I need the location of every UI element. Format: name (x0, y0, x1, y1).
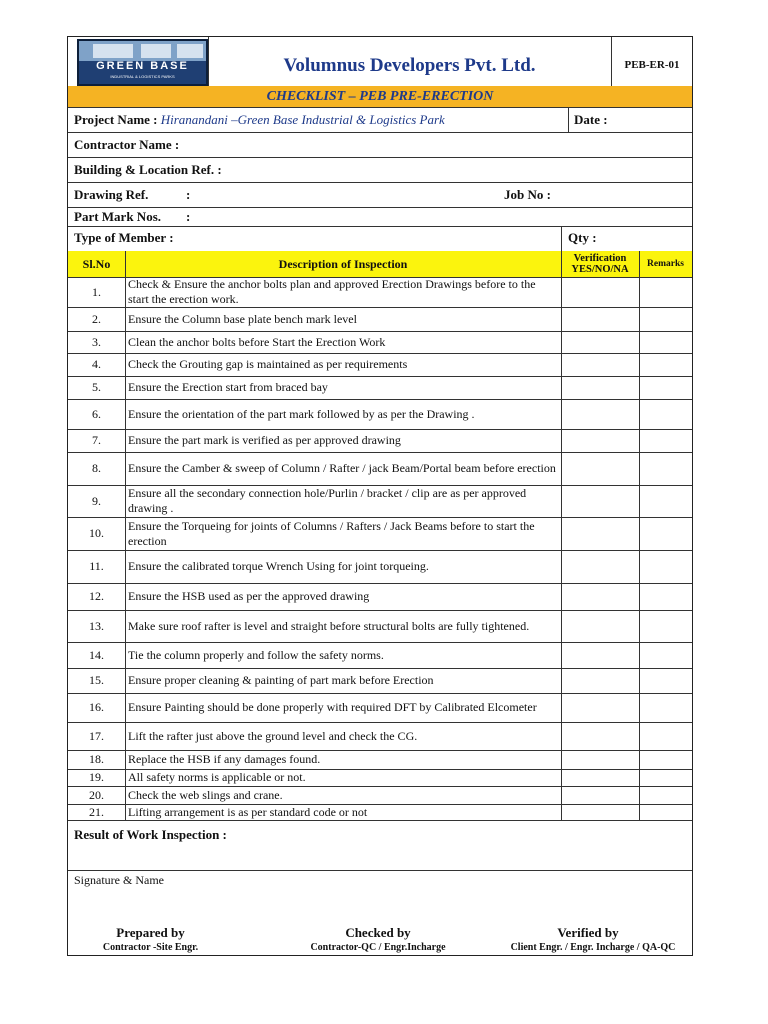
inspection-item: Ensure Painting should be done properly with required DFT by Calibrated Elcometer (128, 700, 537, 714)
row-number: 11. (89, 559, 104, 573)
member-type-label: Type of Member : (74, 230, 174, 245)
project-name-label: Project Name : (74, 112, 158, 127)
row-number: 4. (92, 357, 101, 371)
row-number: 2. (92, 311, 101, 326)
inspection-item: Ensure the Camber & sweep of Column / Rafter / jack Beam/Portal beam before erection (128, 461, 556, 475)
project-name-value: Hiranandani –Green Base Industrial & Logistics Park (160, 112, 445, 127)
row-number: 8. (92, 461, 101, 475)
inspection-item: Ensure the part mark is verified as per approved drawing (128, 433, 401, 447)
company-name: Volumnus Developers Pvt. Ltd. (283, 55, 536, 76)
inspection-item: Check the Grouting gap is maintained as per requirements (128, 357, 408, 371)
inspection-item: Ensure the Erection start from braced bay (128, 380, 328, 394)
row-number: 15. (89, 673, 104, 687)
result-label: Result of Work Inspection : (74, 827, 227, 842)
inspection-item: Ensure proper cleaning & painting of part mark before Erection (128, 673, 434, 687)
row-number: 19. (89, 770, 104, 784)
building-location-label: Building & Location Ref. : (74, 162, 222, 177)
inspection-item: Check the web slings and crane. (128, 787, 283, 802)
row-number: 17. (89, 728, 104, 743)
part-mark-colon: : (186, 209, 191, 224)
inspection-item: Ensure the orientation of the part mark followed by as per the Drawing . (128, 406, 475, 421)
row-number: 21. (89, 804, 104, 819)
row-number: 13. (89, 618, 104, 633)
col-remarks: Remarks (647, 258, 684, 269)
contractor-name-label: Contractor Name : (74, 137, 180, 152)
green-base-logo (77, 39, 208, 86)
row-number: 16. (89, 700, 104, 714)
inspection-item: Check & Ensure the anchor bolts plan and approved Erection Drawings before to the start the erection work. (128, 277, 536, 306)
part-mark-label: Part Mark Nos. (74, 209, 162, 224)
col-verification (561, 251, 639, 277)
row-number: 7. (92, 433, 101, 447)
col-slno: Sl.No (82, 256, 111, 271)
checked-by-title: Checked by (345, 925, 411, 940)
inspection-item: Lift the rafter just above the ground level and check the CG. (128, 728, 418, 743)
inspection-item: Ensure the Column base plate bench mark level (128, 311, 357, 326)
qty-label: Qty : (568, 230, 597, 245)
project-name-field (74, 112, 445, 128)
checked-by-role: Contractor-QC / Engr.Incharge (310, 942, 446, 953)
row-divider (68, 820, 692, 821)
row-number: 5. (92, 380, 101, 394)
row-number: 12. (89, 589, 104, 603)
row-number: 18. (89, 752, 104, 766)
row-number: 9. (92, 493, 101, 508)
job-no-label: Job No : (504, 187, 551, 202)
col-verification-line1: Verification (573, 253, 627, 264)
prepared-by-role: Contractor -Site Engr. (102, 942, 199, 953)
form-code: PEB-ER-01 (624, 59, 680, 71)
inspection-item: Ensure the Torqueing for joints of Columns / Rafters / Jack Beams before to start the erection (128, 518, 535, 548)
signature-label: Signature & Name (74, 873, 164, 887)
inspection-item: Replace the HSB if any damages found. (128, 752, 321, 766)
inspection-item: Tie the column properly and follow the safety norms. (128, 647, 384, 662)
logo-brand-text: GREEN BASE (96, 60, 189, 72)
col-verification-line2: YES/NO/NA (571, 264, 629, 275)
checklist-title: CHECKLIST – PEB PRE-ERECTION (68, 86, 692, 107)
inspection-item: Make sure roof rafter is level and straight before structural bolts are fully tightened. (128, 618, 530, 633)
col-description: Description of Inspection (278, 256, 408, 271)
inspection-item: Ensure the HSB used as per the approved drawing (128, 589, 370, 603)
checklist-form (67, 36, 693, 956)
drawing-ref-label: Drawing Ref. (74, 187, 149, 202)
inspection-item: Ensure the calibrated torque Wrench Using for joint torqueing. (128, 559, 429, 573)
inspection-item: Ensure all the secondary connection hole/Purlin / bracket / clip are as per approved drawing . (128, 486, 527, 515)
logo-subtitle: INDUSTRIAL & LOGISTICS PARKS (110, 74, 175, 79)
logo-graphic (79, 41, 206, 61)
inspection-item: Clean the anchor bolts before Start the Erection Work (128, 334, 386, 349)
row-number: 10. (89, 526, 104, 540)
verified-by-title: Verified by (557, 925, 619, 940)
inspection-item: All safety norms is applicable or not. (128, 770, 306, 784)
date-label: Date : (574, 112, 608, 127)
prepared-by-title: Prepared by (116, 925, 185, 940)
inspection-item: Lifting arrangement is as per standard code or not (128, 804, 368, 819)
row-number: 3. (92, 334, 101, 349)
row-number: 14. (89, 647, 104, 662)
drawing-ref-colon: : (186, 187, 191, 202)
row-number: 20. (89, 787, 104, 802)
row-number: 6. (92, 406, 101, 421)
row-number: 1. (92, 284, 101, 299)
verified-by-role: Client Engr. / Engr. Incharge / QA-QC (510, 942, 676, 953)
